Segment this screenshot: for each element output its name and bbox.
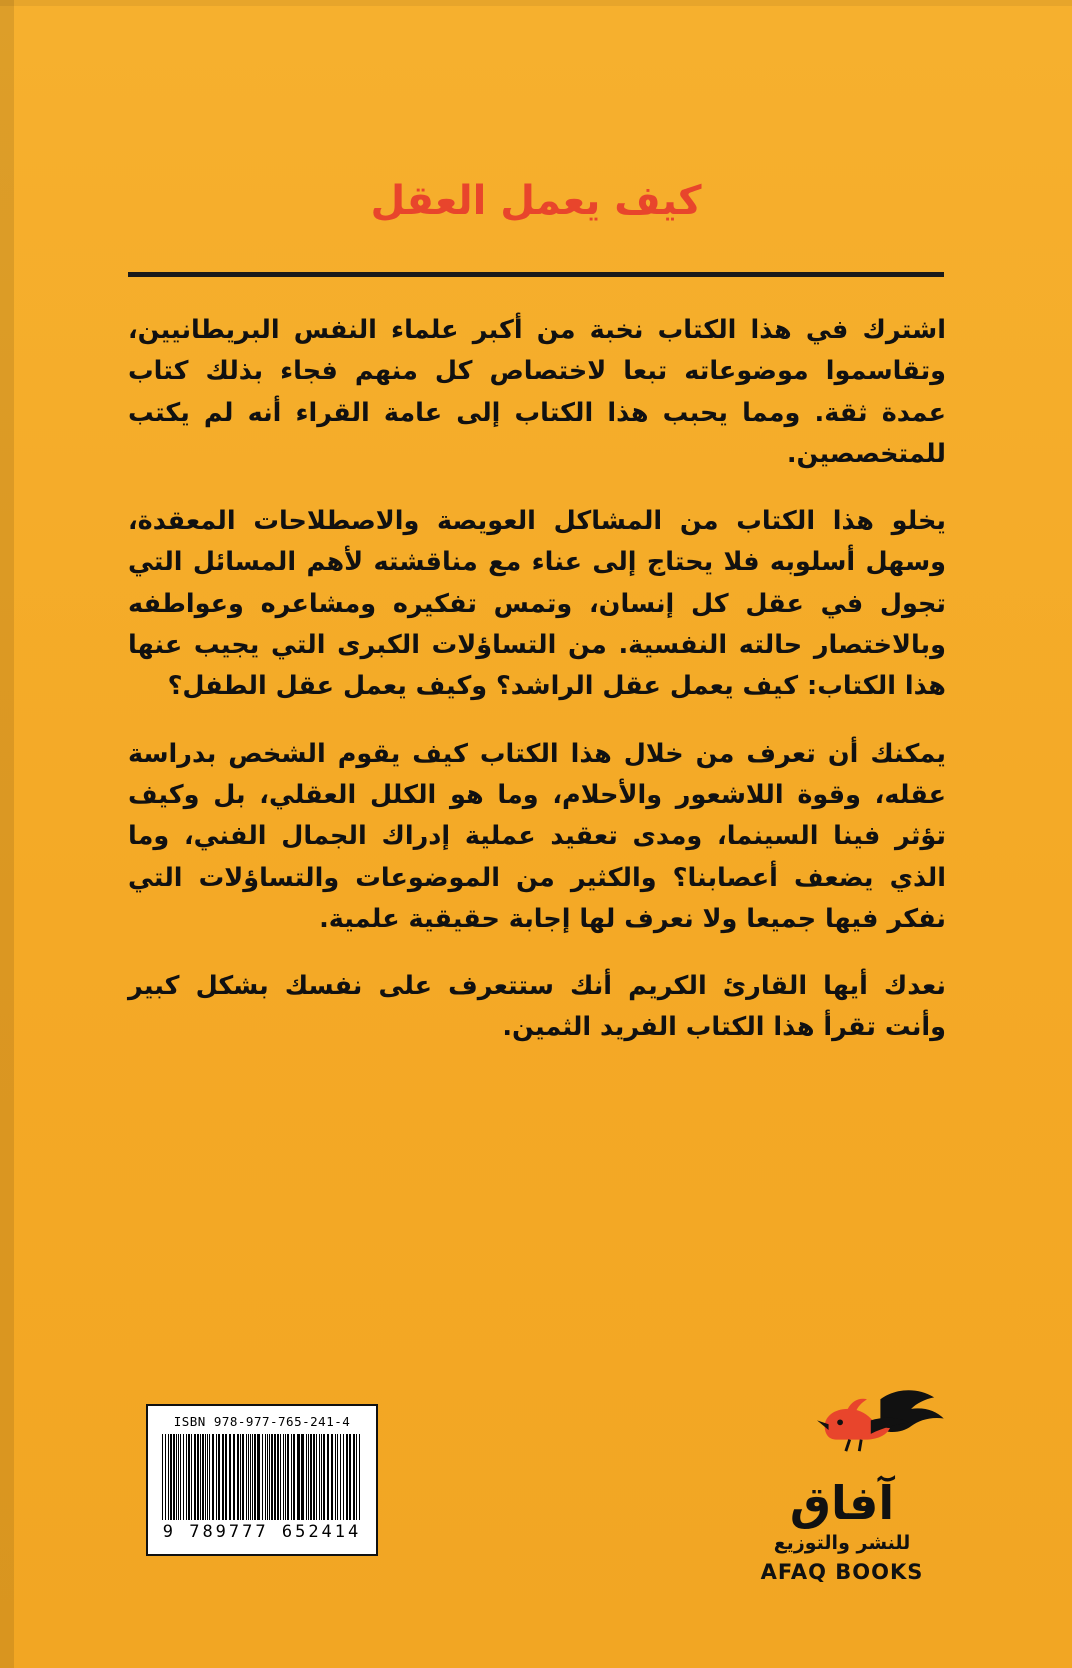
title-divider (128, 272, 944, 277)
blurb-paragraph-4: نعدك أيها القارئ الكريم أنك ستتعرف على نفسك بشكل كبير وأنت تقرأ هذا الكتاب الفريد الثمين. (128, 971, 946, 1043)
isbn-label: ISBN 978-977-765-241-4 (173, 1414, 351, 1429)
isbn-barcode (146, 1404, 378, 1556)
blurb-text (128, 310, 946, 1049)
bird-logo-icon (732, 1382, 952, 1478)
barcode-icon (156, 1434, 368, 1520)
blurb-paragraph-3: يمكنك أن تعرف من خلال هذا الكتاب كيف يقوم الشخص بدراسة عقله، وقوة اللاشعور والأحلام، وما هو الكلل العقلي، بل وكيف تؤثر فينا السينما، ومدى تعقيد عملية إدراك الجمال الفني، وما الذي يضعف أعصابنا؟ والكثير من الموضوعات والتساؤلات التي نفكر فيها جميعا ولا نعرف لها إجابة حقيقية علمية. (128, 738, 946, 934)
publisher-tagline-ar: للنشر والتوزيع (773, 1532, 911, 1554)
publisher-name-ar: آفاق (789, 1476, 895, 1530)
top-edge-shadow (0, 0, 1072, 6)
publisher-logo (732, 1382, 952, 1584)
page-title: كيف يعمل العقل (370, 178, 702, 224)
blurb-paragraph-1: اشترك في هذا الكتاب نخبة من أكبر علماء النفس البريطانيين، وتقاسموا موضوعاته تبعا لاختصاص كل منهم فجاء بذلك كتاب عمدة ثقة. ومما يحبب هذا الكتاب إلى عامة القراء أنه لم يكتب للمتخصصين. (128, 315, 946, 469)
blurb-paragraph-2: يخلو هذا الكتاب من المشاكل العويصة والاصطلاحات المعقدة، وسهل أسلوبه فلا يحتاج إلى عناء مع مناقشته لأهم المسائل التي تجول في عقل كل إنسان، وتمس تفكيره ومشاعره وعواطفه وبالاختصار حالته النفسية. من التساؤلات الكبرى التي يجيب عنها هذا الكتاب: كيف يعمل عقل الراشد؟ وكيف يعمل عقل الطفل؟ (128, 506, 946, 702)
publisher-name-en: AFAQ BOOKS (760, 1560, 924, 1584)
barcode-digits: 9 789777 652414 (162, 1522, 362, 1542)
spine-shadow (0, 0, 14, 1668)
